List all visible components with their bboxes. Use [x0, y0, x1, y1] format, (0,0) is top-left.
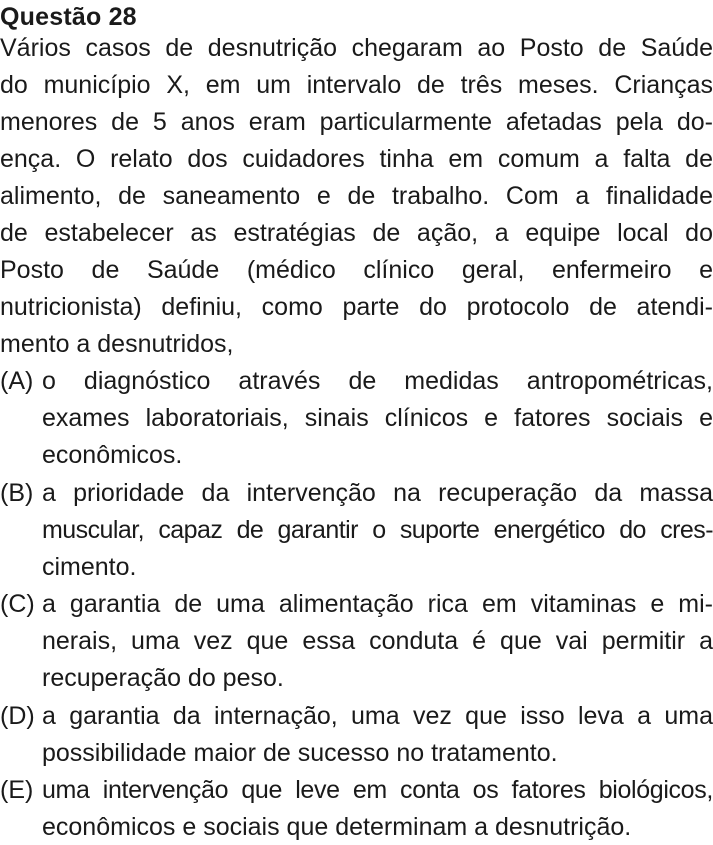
- stem-line: Posto de Saúde (médico clínico geral, enfermeiro e: [0, 256, 713, 284]
- option-b-text: muscular, capaz de garantir o suporte energético do cres-: [42, 516, 713, 544]
- option-d-text: a garantia da internação, uma vez que isso leva a uma: [42, 702, 713, 730]
- stem-line: ença. O relato dos cuidadores tinha em comum a falta de: [0, 145, 713, 173]
- stem-line: Vários casos de desnutrição chegaram ao Posto de Saúde: [0, 34, 713, 62]
- option-c-text: recuperação do peso.: [42, 664, 284, 692]
- stem-line: alimento, de saneamento e de trabalho. Com a finalidade: [0, 182, 713, 210]
- stem-line: de estabelecer as estratégias de ação, a equipe local do: [0, 219, 713, 247]
- option-c-label: (C): [0, 590, 35, 618]
- option-c-text: nerais, uma vez que essa conduta é que vai permitir a: [42, 627, 713, 655]
- option-a-text: exames laboratoriais, sinais clínicos e fatores sociais e: [42, 404, 713, 432]
- option-a-text: econômicos.: [42, 441, 183, 469]
- option-a-label: (A): [0, 367, 34, 395]
- stem-line: menores de 5 anos eram particularmente afetadas pela do-: [0, 108, 713, 136]
- option-d-text: possibilidade maior de sucesso no tratamento.: [42, 739, 558, 767]
- option-b-label: (B): [0, 479, 34, 507]
- option-c-text: a garantia de uma alimentação rica em vitaminas e mi-: [42, 590, 713, 618]
- option-b-text: a prioridade da intervenção na recuperação da massa: [42, 479, 713, 507]
- stem-line: do município X, em um intervalo de três meses. Crianças: [0, 71, 713, 99]
- option-d-label: (D): [0, 702, 35, 730]
- stem-line: mento a desnutridos,: [0, 330, 234, 358]
- option-e-label: (E): [0, 776, 34, 804]
- option-a-text: o diagnóstico através de medidas antropométricas,: [42, 367, 713, 395]
- question-title: Questão 28: [0, 3, 137, 31]
- stem-line: nutricionista) definiu, como parte do protocolo de atendi-: [0, 293, 713, 321]
- option-e-text: econômicos e sociais que determinam a desnutrição.: [42, 813, 632, 841]
- option-b-text: cimento.: [42, 553, 137, 581]
- option-e-text: uma intervenção que leve em conta os fatores biológicos,: [42, 776, 713, 804]
